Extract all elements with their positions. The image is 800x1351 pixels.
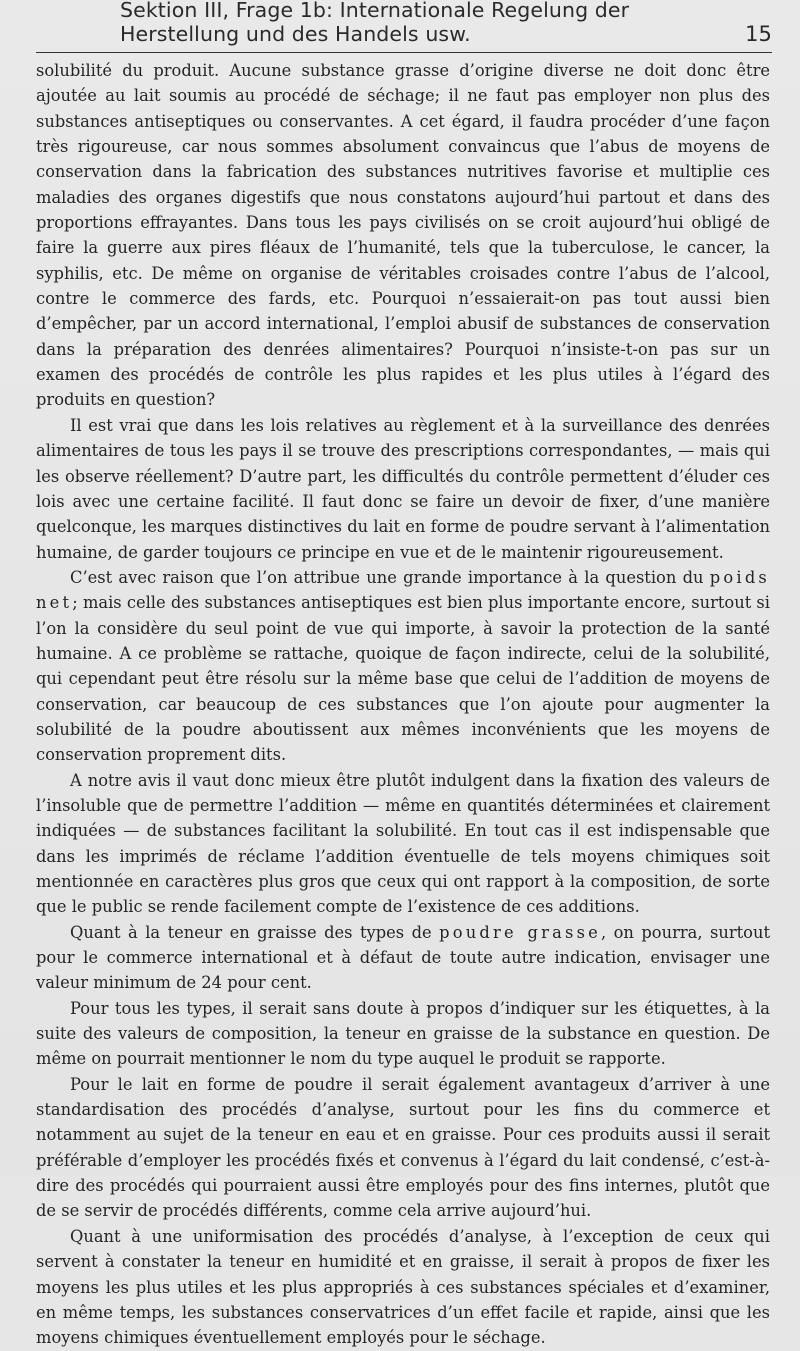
paragraph-4: A notre avis il vaut donc mieux être plutôt indulgent dans la fixation des valeurs de l’insoluble que de permettre l’addition — même en quantités déterminées et clairement indiquées — de substances facilitant la solubilité. En tout cas il est indispensable que dans les imprimés de réclame l’addition éventuelle de tels moyens chimiques soit mentionnée en caractères plus gros que ceux qui ont rapport à la composition, de sorte que le public se rende facilement compte de l’existence de ces additions.: [36, 770, 770, 917]
body-text: [36, 58, 770, 1351]
spaced-term-poudre-grasse: poudre grasse: [439, 922, 601, 942]
running-header: [120, 0, 772, 46]
spaced-term-poids-net: poids net: [36, 567, 770, 613]
paragraph-5: Quant à la teneur en graisse des types de poudre grasse, on pourra, surtout pour le commerce international et à défaut de toute autre indication, envisager une valeur minimum de 24 pour cent.: [36, 922, 770, 993]
paragraph-7: Pour le lait en forme de poudre il serait également avantageux d’arriver à une standardisation des procédés d’analyse, surtout pour les fins du commerce et notamment au sujet de la teneur en eau et en graisse. Pour ces produits aussi il serait préférable d’employer les procédés fixés et convenus à l’égard du lait condensé, c’est-à-dire des procédés qui pourraient aussi être employés pour des fins internes, plutôt que de se servir de procédés différents, comme cela arrive aujourd’hui.: [36, 1074, 770, 1221]
paragraph-3: C’est avec raison que l’on attribue une grande importance à la question du poids net; mais celle des substances antiseptiques est bien plus importante encore, surtout si l’on la considère du seul point de vue qui importe, à savoir la protection de la santé humaine. A ce problème se rattache, quoique de façon indirecte, celui de la solubilité, qui cependant peut être résolu sur la même base que celui de l’addition de moyens de conservation, car beaucoup de ces substances que l’on ajoute pour augmenter la solubilité de la poudre aboutissent aux mêmes inconvénients que les moyens de conservation proprement dits.: [36, 567, 770, 765]
paragraph-2: Il est vrai que dans les lois relatives au règlement et à la surveillance des denrées alimentaires de tous les pays il se trouve des prescriptions correspondantes, — mais qui les observe réellement? D’autre part, les difficultés du contrôle permettent d’éluder ces lois avec une certaine facilité. Il faut donc se faire un devoir de fixer, d’une manière quelconque, les marques distinctives du lait en forme de poudre servant à l’alimentation humaine, de garder toujours ce principe en vue et de le maintenir rigoureusement.: [36, 415, 770, 562]
header-rule: [36, 52, 772, 53]
paragraph-1: solubilité du produit. Aucune substance grasse d’origine diverse ne doit donc être ajoutée au lait soumis au procédé de séchage; il ne faut pas employer non plus des substances antiseptiques ou conservantes. A cet égard, il faudra procéder d’une façon très rigoureuse, car nous sommes absolument convaincus que l’abus de moyens de conservation dans la fabrication des substances nutritives favorise et multiplie ces maladies des organes digestifs que nous constatons aujourd’hui partout et dans des proportions effrayantes. Dans tous les pays civilisés on se croit aujourd’hui obligé de faire la guerre aux pires fléaux de l’humanité, tels que la tuberculose, le cancer, la syphilis, etc. De même on organise de véritables croisades contre l’abus de l’alcool, contre le commerce des fards, etc. Pourquoi n’essaierait-on pas tout aussi bien d’empêcher, par un accord international, l’emploi abusif de substances de conservation dans la préparation des denrées alimentaires? Pourquoi n’insiste-t-on pas sur un examen des procédés de contrôle les plus rapides et les plus utiles à l’égard des produits en question?: [36, 61, 770, 410]
paragraph-6: Pour tous les types, il serait sans doute à propos d’indiquer sur les étiquettes, à la suite des valeurs de composition, la teneur en graisse de la substance en question. De même on pourrait mentionner le nom du type auquel le produit se rapporte.: [36, 998, 770, 1069]
paragraph-8: Quant à une uniformisation des procédés d’analyse, à l’exception de ceux qui servent à constater la teneur en humidité et en graisse, il serait à propos de fixer les moyens les plus utiles et les plus appropriés à ces substances spéciales et d’examiner, en même temps, les substances conservatrices d’un effet facile et rapide, ainsi que les moyens chimiques éventuellement employés pour le séchage.: [36, 1226, 770, 1348]
running-title: Sektion III, Frage 1b: Internationale Regelung der Herstellung und des Handels usw.: [120, 0, 630, 46]
page-number: 15: [745, 22, 772, 46]
